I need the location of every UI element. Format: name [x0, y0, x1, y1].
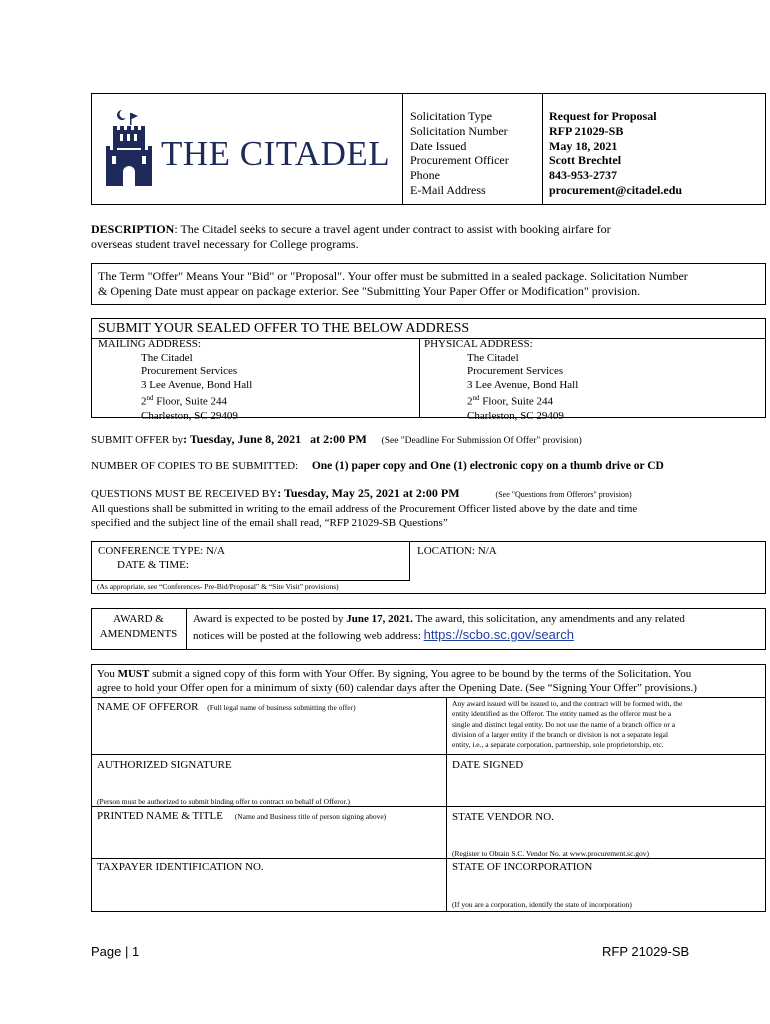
- header-values: [549, 109, 682, 198]
- page-number: Page | 1: [91, 944, 140, 959]
- value-phone: 843-953-2737: [549, 168, 617, 183]
- citadel-logo: [104, 108, 394, 190]
- copies-value: One (1) paper copy and One (1) electronic copy on a thumb drive or CD: [311, 460, 664, 472]
- award-text-line2: notices will be posted at the following web address:: [193, 630, 424, 642]
- label-procurement-officer: Procurement Officer: [410, 153, 509, 168]
- award-entity-note: [452, 699, 682, 750]
- questions: [91, 486, 637, 530]
- taxpayer-label: TAXPAYER IDENTIFICATION NO.: [97, 861, 264, 873]
- physical-line: Charleston, SC 29409: [467, 409, 564, 422]
- award-label-line1: AWARD &: [113, 613, 164, 625]
- questions-line3: specified and the subject line of the email shall read, “RFP 21029-SB Questions”: [91, 517, 448, 529]
- mailing-line: Procurement Services: [141, 365, 238, 378]
- value-email[interactable]: procurement@citadel.edu: [549, 182, 683, 197]
- printed-note: (Name and Business title of person signing above): [234, 812, 387, 821]
- submit-address-heading: SUBMIT YOUR SEALED OFFER TO THE BELOW ADDRESS: [98, 321, 470, 336]
- signature-label: AUTHORIZED SIGNATURE: [97, 759, 232, 771]
- signing-must: MUST: [117, 668, 150, 680]
- mailing-line: 2nd Floor, Suite 244: [141, 394, 228, 409]
- offer-notice-line1: The Term "Offer" Means Your "Bid" or "Proposal". Your offer must be submitted in a sealed package. Solicitation Number: [98, 269, 688, 283]
- submit-offer-label: SUBMIT OFFER by: [91, 434, 184, 446]
- label-phone: Phone: [410, 168, 440, 183]
- label-date-issued: Date Issued: [410, 138, 467, 153]
- entity-note-line: single and distinct legal entity. Do not use the name of a branch office or a: [452, 719, 676, 729]
- entity-note-line: division of a larger entity if the branch or division is not a separate legal: [452, 729, 669, 739]
- label-solicitation-number: Solicitation Number: [410, 123, 508, 138]
- questions-note: (See "Questions from Offerors" provision): [495, 490, 632, 499]
- submit-offer-date: : Tuesday, June 8, 2021 at 2:00 PM: [183, 432, 367, 446]
- signing-rule-2: [91, 754, 766, 755]
- date-signed-label: DATE SIGNED: [452, 759, 524, 771]
- value-solicitation-number: RFP 21029-SB: [549, 123, 624, 138]
- copies-label: NUMBER OF COPIES TO BE SUBMITTED:: [91, 460, 299, 472]
- conference-type: [98, 544, 225, 572]
- copies: [91, 459, 664, 473]
- physical-line: 3 Lee Avenue, Bond Hall: [467, 378, 579, 391]
- mailing-line: The Citadel: [141, 351, 193, 364]
- signing-text-line2: agree to hold your Offer open for a minimum of sixty (60) calendar days after the Opening Date. (See “Signing Your Offer” provisions.): [97, 682, 697, 694]
- value-date-issued: May 18, 2021: [549, 138, 618, 153]
- printed-name-label: [97, 809, 386, 823]
- signing-paragraph: [97, 667, 697, 695]
- conference-type-label: CONFERENCE TYPE: N/A: [98, 545, 225, 557]
- award-divider: [186, 608, 187, 650]
- header-fields-divider: [542, 93, 543, 205]
- signing-rule-3: [91, 806, 766, 807]
- questions-label: QUESTIONS MUST BE RECEIVED BY: [91, 488, 278, 500]
- vendor-label: STATE VENDOR NO.: [452, 811, 554, 823]
- signature-note: (Person must be authorized to submit binding offer to contract on behalf of Offeror.): [97, 797, 350, 806]
- physical-line: Procurement Services: [467, 365, 564, 378]
- offeror-note: (Full legal name of business submitting the offer): [207, 703, 356, 712]
- offer-notice: [98, 269, 688, 299]
- label-email: E-Mail Address: [410, 182, 486, 197]
- description-label: DESCRIPTION: [91, 222, 175, 236]
- entity-note-line: entity, i.e., a separate corporation, partnership, sole proprietorship, etc.: [452, 740, 664, 750]
- offeror-label: [97, 700, 356, 714]
- award-text-b: The award, this solicitation, any amendments and any related: [412, 613, 685, 625]
- label-solicitation-type: Solicitation Type: [410, 109, 492, 123]
- award-label: [91, 612, 186, 641]
- award-date: June 17, 2021.: [346, 613, 413, 625]
- conference-date-label: DATE & TIME:: [117, 559, 189, 571]
- physical-line: The Citadel: [467, 351, 519, 364]
- conference-divider: [409, 541, 410, 581]
- footer-doc-id: RFP 21029-SB: [602, 944, 690, 959]
- mailing-line: 3 Lee Avenue, Bond Hall: [141, 378, 253, 391]
- signing-text-a: You: [97, 668, 118, 680]
- signing-rule-1: [91, 697, 766, 698]
- description-text-line2: overseas student travel necessary for College programs.: [91, 237, 359, 251]
- header-labels: [410, 109, 509, 198]
- conference-location: LOCATION: N/A: [417, 545, 497, 557]
- entity-note-line: entity identified as the Offeror. The entity named as the offeror must be a: [452, 709, 672, 719]
- submit-offer-note: (See "Deadline For Submission Of Offer" provision): [381, 436, 582, 446]
- offer-notice-line2: & Opening Date must appear on package exterior. See "Submitting Your Paper Offer or Modification" provision.: [98, 284, 641, 298]
- award-label-line2: AMENDMENTS: [99, 627, 178, 640]
- value-procurement-officer: Scott Brechtel: [549, 153, 622, 168]
- castle-icon: [104, 108, 156, 188]
- header-divider: [402, 93, 403, 205]
- mailing-address: [98, 338, 252, 423]
- value-solicitation-type: Request for Proposal: [549, 109, 657, 123]
- physical-address-label: PHYSICAL ADDRESS:: [424, 338, 533, 350]
- questions-line2: All questions shall be submitted in writing to the email address of the Procurement Officer listed above by the date and time: [91, 503, 638, 515]
- conference-note: (As appropriate, see “Conferences- Pre-Bid/Proposal” & “Site Visit” provisions): [97, 582, 339, 591]
- conference-rule: [91, 580, 410, 581]
- offeror-label-text: NAME OF OFFEROR: [97, 701, 199, 713]
- signing-text-b: submit a signed copy of this form with Your Offer. By signing, You agree to be bound by the terms of the Solicitation. You: [149, 668, 692, 680]
- award-text-a: Award is expected to be posted by: [193, 613, 347, 625]
- submit-offer: [91, 432, 582, 448]
- printed-label-text: PRINTED NAME & TITLE: [97, 810, 223, 822]
- vendor-note: (Register to Obtain S.C. Vendor No. at www.procurement.sc.gov): [452, 849, 650, 858]
- physical-address: [424, 338, 578, 423]
- description: [91, 222, 611, 252]
- incorporation-label: STATE OF INCORPORATION: [452, 861, 593, 873]
- mailing-line: Charleston, SC 29409: [141, 409, 238, 422]
- description-text: : The Citadel seeks to secure a travel agent under contract to assist with booking airfare for: [174, 222, 611, 236]
- logo-text: THE CITADEL: [161, 134, 391, 173]
- signing-divider: [446, 697, 447, 912]
- entity-note-line: Any award issued will be issued to, and the contract will be formed with, the: [452, 699, 683, 708]
- award-url-link[interactable]: https://scbo.sc.gov/search: [423, 627, 574, 642]
- award-text: [193, 612, 685, 644]
- questions-date: : Tuesday, May 25, 2021 at 2:00 PM: [277, 486, 460, 500]
- signing-rule-4: [91, 858, 766, 859]
- incorporation-note: (If you are a corporation, identify the state of incorporation): [452, 900, 632, 909]
- physical-line: 2nd Floor, Suite 244: [467, 394, 554, 409]
- address-divider: [419, 338, 420, 418]
- mailing-address-label: MAILING ADDRESS:: [98, 338, 201, 350]
